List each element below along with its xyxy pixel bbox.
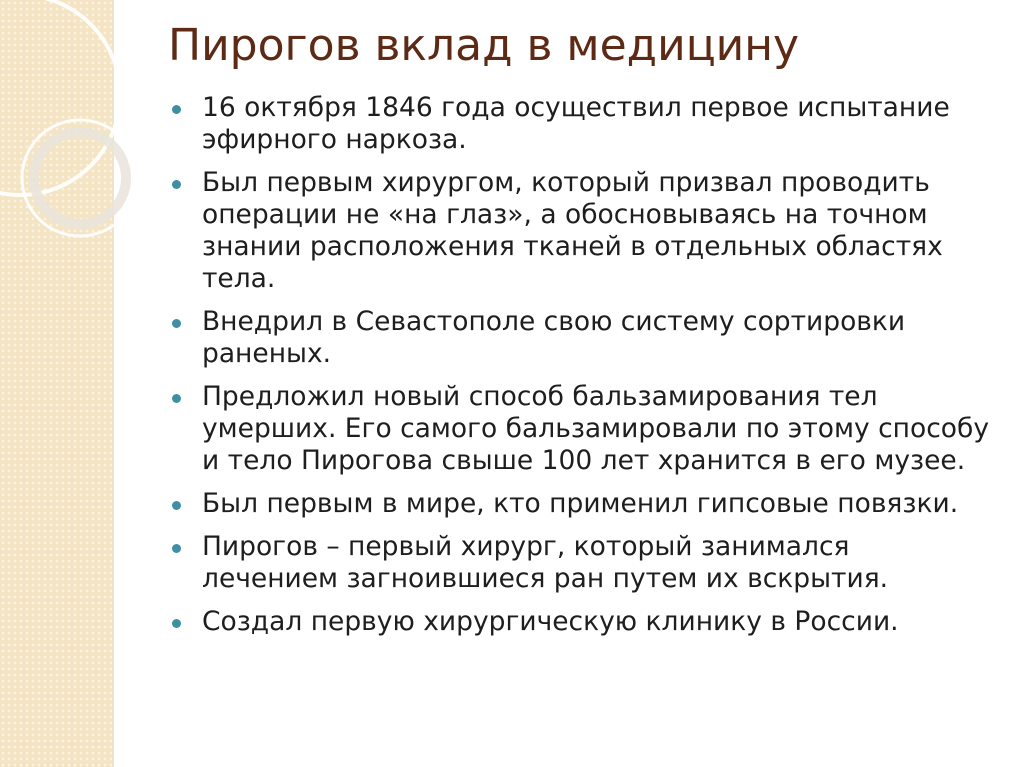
bullet-text: Был первым хирургом, который призвал проводить операции не «на глаз», а обосновываясь на точном знании расположения тканей в отдельных областях тела. bbox=[202, 167, 943, 294]
bullet-dot-icon bbox=[172, 619, 181, 628]
bullet-dot-icon bbox=[172, 319, 181, 328]
list-item bbox=[172, 167, 992, 295]
bullet-text: 16 октября 1846 года осуществил первое испытание эфирного наркоза. bbox=[202, 92, 950, 155]
bullet-text: Создал первую хирургическую клинику в России. bbox=[202, 606, 899, 637]
list-item bbox=[172, 488, 992, 520]
list-item bbox=[172, 92, 992, 156]
bullet-list bbox=[172, 92, 992, 649]
slide-title: Пирогов вклад в медицину bbox=[168, 20, 800, 71]
bullet-text: Внедрил в Севастополе свою систему сортировки раненых. bbox=[202, 306, 906, 369]
decorative-side-band bbox=[0, 0, 114, 767]
bullet-dot-icon bbox=[172, 105, 181, 114]
list-item bbox=[172, 306, 992, 370]
list-item bbox=[172, 381, 992, 477]
bullet-dot-icon bbox=[172, 501, 181, 510]
bullet-text: Предложил новый способ бальзамирования тел умерших. Его самого бальзамировали по этому способу и тело Пирогова свыше 100 лет хранится в его музее. bbox=[202, 381, 990, 476]
bullet-dot-icon bbox=[172, 180, 181, 189]
bullet-text: Пирогов – первый хирург, который занимался лечением загноившиеся ран путем их вскрытия. bbox=[202, 531, 889, 594]
bullet-dot-icon bbox=[172, 394, 181, 403]
list-item bbox=[172, 531, 992, 595]
bullet-text: Был первым в мире, кто применил гипсовые повязки. bbox=[202, 488, 959, 519]
list-item bbox=[172, 606, 992, 638]
bullet-dot-icon bbox=[172, 544, 181, 553]
